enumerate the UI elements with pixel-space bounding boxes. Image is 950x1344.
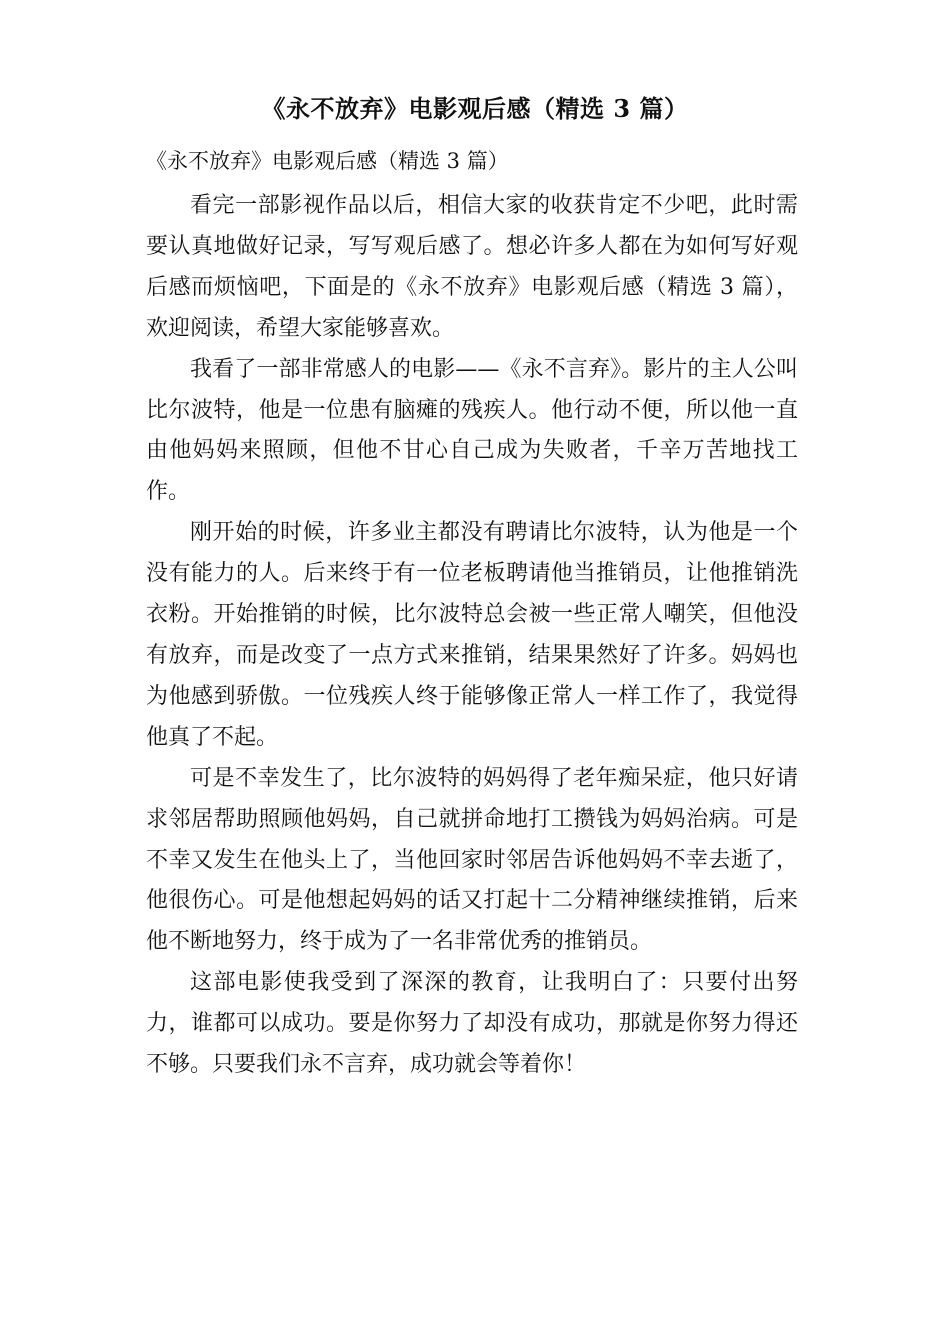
paragraph-conclusion: 这部电影使我受到了深深的教育，让我明白了：只要付出努力，谁都可以成功。要是你努力了却没有成功，那就是你努力得还不够。只要我们永不言弃，成功就会等着你！ — [146, 970, 798, 1078]
document-title: 《永不放弃》电影观后感（精选 3 篇） — [261, 94, 689, 123]
paragraph-movie-summary: 我看了一部非常感人的电影——《永不言弃》。影片的主人公叫比尔波特，他是一位患有脑瘫的残疾人。他行动不便，所以他一直由他妈妈来照顾，但他不甘心自己成为失败者，千辛万苦地找工作。 — [146, 356, 798, 505]
document-subtitle: 《永不放弃》电影观后感（精选 3 篇） — [146, 149, 509, 173]
paragraph-misfortune: 可是不幸发生了，比尔波特的妈妈得了老年痴呆症，他只好请求邻居帮助照顾他妈妈，自己就拼命地打工攒钱为妈妈治病。可是不幸又发生在他头上了，当他回家时邻居告诉他妈妈不幸去逝了，他很伤心。可是他想起妈妈的话又打起十二分精神继续推销，后来他不断地努力，终于成为了一名非常优秀的推销员。 — [146, 765, 798, 955]
paragraph-job-search: 刚开始的时候，许多业主都没有聘请比尔波特，认为他是一个没有能力的人。后来终于有一位老板聘请他当推销员，让他推销洗衣粉。开始推销的时候，比尔波特总会被一些正常人嘲笑，但他没有放弃，而是改变了一点方式来推销，结果果然好了许多。妈妈也为他感到骄傲。一位残疾人终于能够像正常人一样工作了，我觉得他真了不起。 — [146, 520, 798, 750]
document-body — [146, 186, 798, 1086]
paragraph-intro: 看完一部影视作品以后，相信大家的收获肯定不少吧，此时需要认真地做好记录，写写观后感了。想必许多人都在为如何写好观后感而烦恼吧，下面是的《永不放弃》电影观后感（精选 3 篇），欢迎阅读，希望大家能够喜欢。 — [146, 193, 798, 341]
